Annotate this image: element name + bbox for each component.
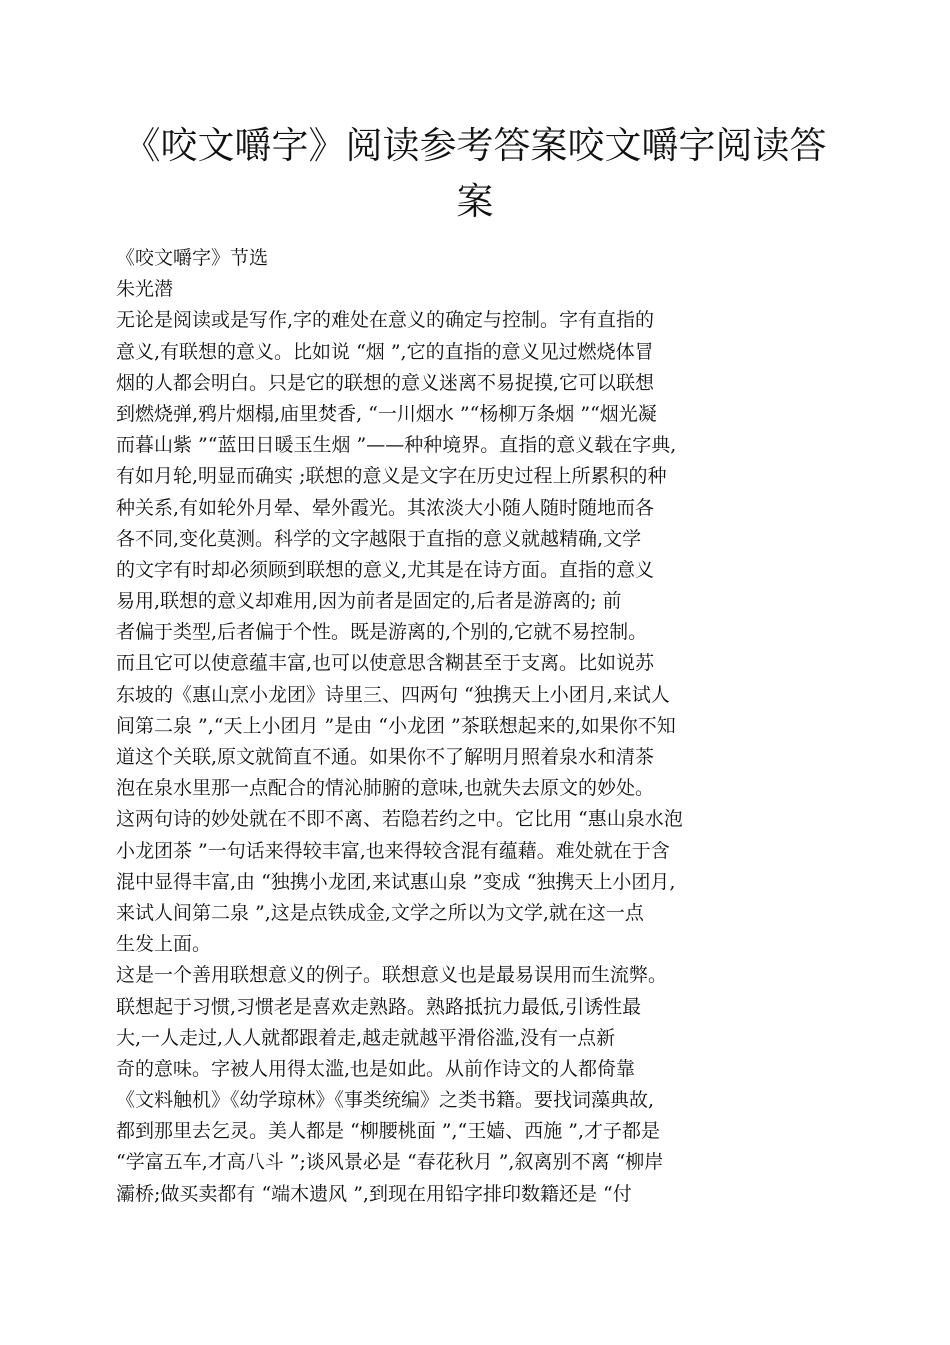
- body-line: 东坡的《惠山烹小龙团》诗里三、四两句 “独携天上小团月,来试人: [116, 683, 670, 706]
- body-line: 意义,有联想的意义。比如说 “烟 ”,它的直指的意义见过燃烧体冒: [116, 340, 654, 363]
- body-line: 奇的意味。字被人用得太滥,也是如此。从前作诗文的人都倚靠: [116, 1057, 636, 1080]
- body-line: 灞桥;做买卖都有 “端木遗风 ”,到现在用铅字排印数籍还是 “付: [116, 1182, 632, 1205]
- body-line: 道这个关联,原文就简直不通。如果你不了解明月照着泉水和清茶: [116, 746, 655, 768]
- body-line: “学富五车,才高八斗 ”;谈风景必是 “春花秋月 ”,叙离别不离 “柳岸: [116, 1151, 664, 1174]
- body-line: 而且它可以使意蕴丰富,也可以使意思含糊甚至于支离。比如说苏: [116, 652, 655, 675]
- body-line: 这两句诗的妙处就在不即不离、若隐若约之中。它比用 “惠山泉水泡: [116, 808, 683, 831]
- article-body: [116, 243, 836, 1210]
- body-line: 烟的人都会明白。只是它的联想的意义迷离不易捉摸,它可以联想: [116, 371, 655, 394]
- author-name: 朱光潜: [116, 278, 174, 301]
- body-line: 到燃烧弹,鸦片烟榻,庙里焚香, “一川烟水 ”“杨柳万条烟 ”“烟光凝: [116, 402, 657, 425]
- body-line: 者偏于类型,后者偏于个性。既是游离的,个别的,它就不易控制。: [116, 621, 648, 644]
- title-line-2: 案: [456, 180, 494, 223]
- body-line: 生发上面。: [116, 933, 212, 956]
- body-line: 有如月轮,明显而确实 ;联想的意义是文字在历史过程上所累积的种: [116, 465, 667, 488]
- subtitle: 《咬文嚼字》节选: [116, 247, 269, 269]
- body-line: 这是一个善用联想意义的例子。联想意义也是最易误用而生流弊。: [116, 964, 668, 987]
- body-line: 的文字有时却必须顾到联想的意义,尤其是在诗方面。直指的意义: [116, 558, 655, 581]
- body-line: 间第二泉 ”,“天上小团月 ”是由 “小龙团 ”茶联想起来的,如果你不知: [116, 714, 676, 737]
- body-line: 泡在泉水里那一点配合的情沁肺腑的意味,也就失去原文的妙处。: [116, 777, 655, 800]
- body-line: 混中显得丰富,由 “独携小龙团,来试惠山泉 ”变成 “独携天上小团月,: [116, 870, 676, 893]
- body-line: 《文料触机》《幼学琼林》《事类统编》之类书籍。要找词藻典故,: [116, 1089, 655, 1112]
- body-line: 易用,联想的意义却难用,因为前者是固定的,后者是游离的; 前: [116, 590, 622, 613]
- body-line: 种关系,有如轮外月晕、晕外霞光。其浓淡大小随人随时随地而各: [116, 496, 655, 519]
- body-line: 都到那里去乞灵。美人都是 “柳腰桃面 ”,“王嫱、西施 ”,才子都是: [116, 1120, 661, 1143]
- body-line: 大,一人走过,人人就都跟着走,越走就越平滑俗滥,没有一点新: [116, 1026, 616, 1049]
- body-line: 来试人间第二泉 ”,这是点铁成金,文学之所以为文学,就在这一点: [116, 901, 644, 924]
- body-line: 联想起于习惯,习惯老是喜欢走熟路。熟路抵抗力最低,引诱性最: [116, 995, 642, 1018]
- body-line: 各不同,变化莫测。科学的文字越限于直指的意义就越精确,文学: [116, 527, 642, 550]
- title-line-1: 《咬文嚼字》阅读参考答案咬文嚼字阅读答: [123, 124, 827, 167]
- body-line: 而暮山紫 ”“蓝田日暖玉生烟 ”——种种境界。直指的意义载在字典,: [116, 434, 677, 457]
- body-line: 小龙团茶 ”一句话来得较丰富,也来得较含混有蕴藉。难处就在于含: [116, 839, 670, 862]
- document-title: [60, 118, 890, 230]
- body-line: 无论是阅读或是写作,字的难处在意义的确定与控制。字有直指的: [116, 309, 655, 332]
